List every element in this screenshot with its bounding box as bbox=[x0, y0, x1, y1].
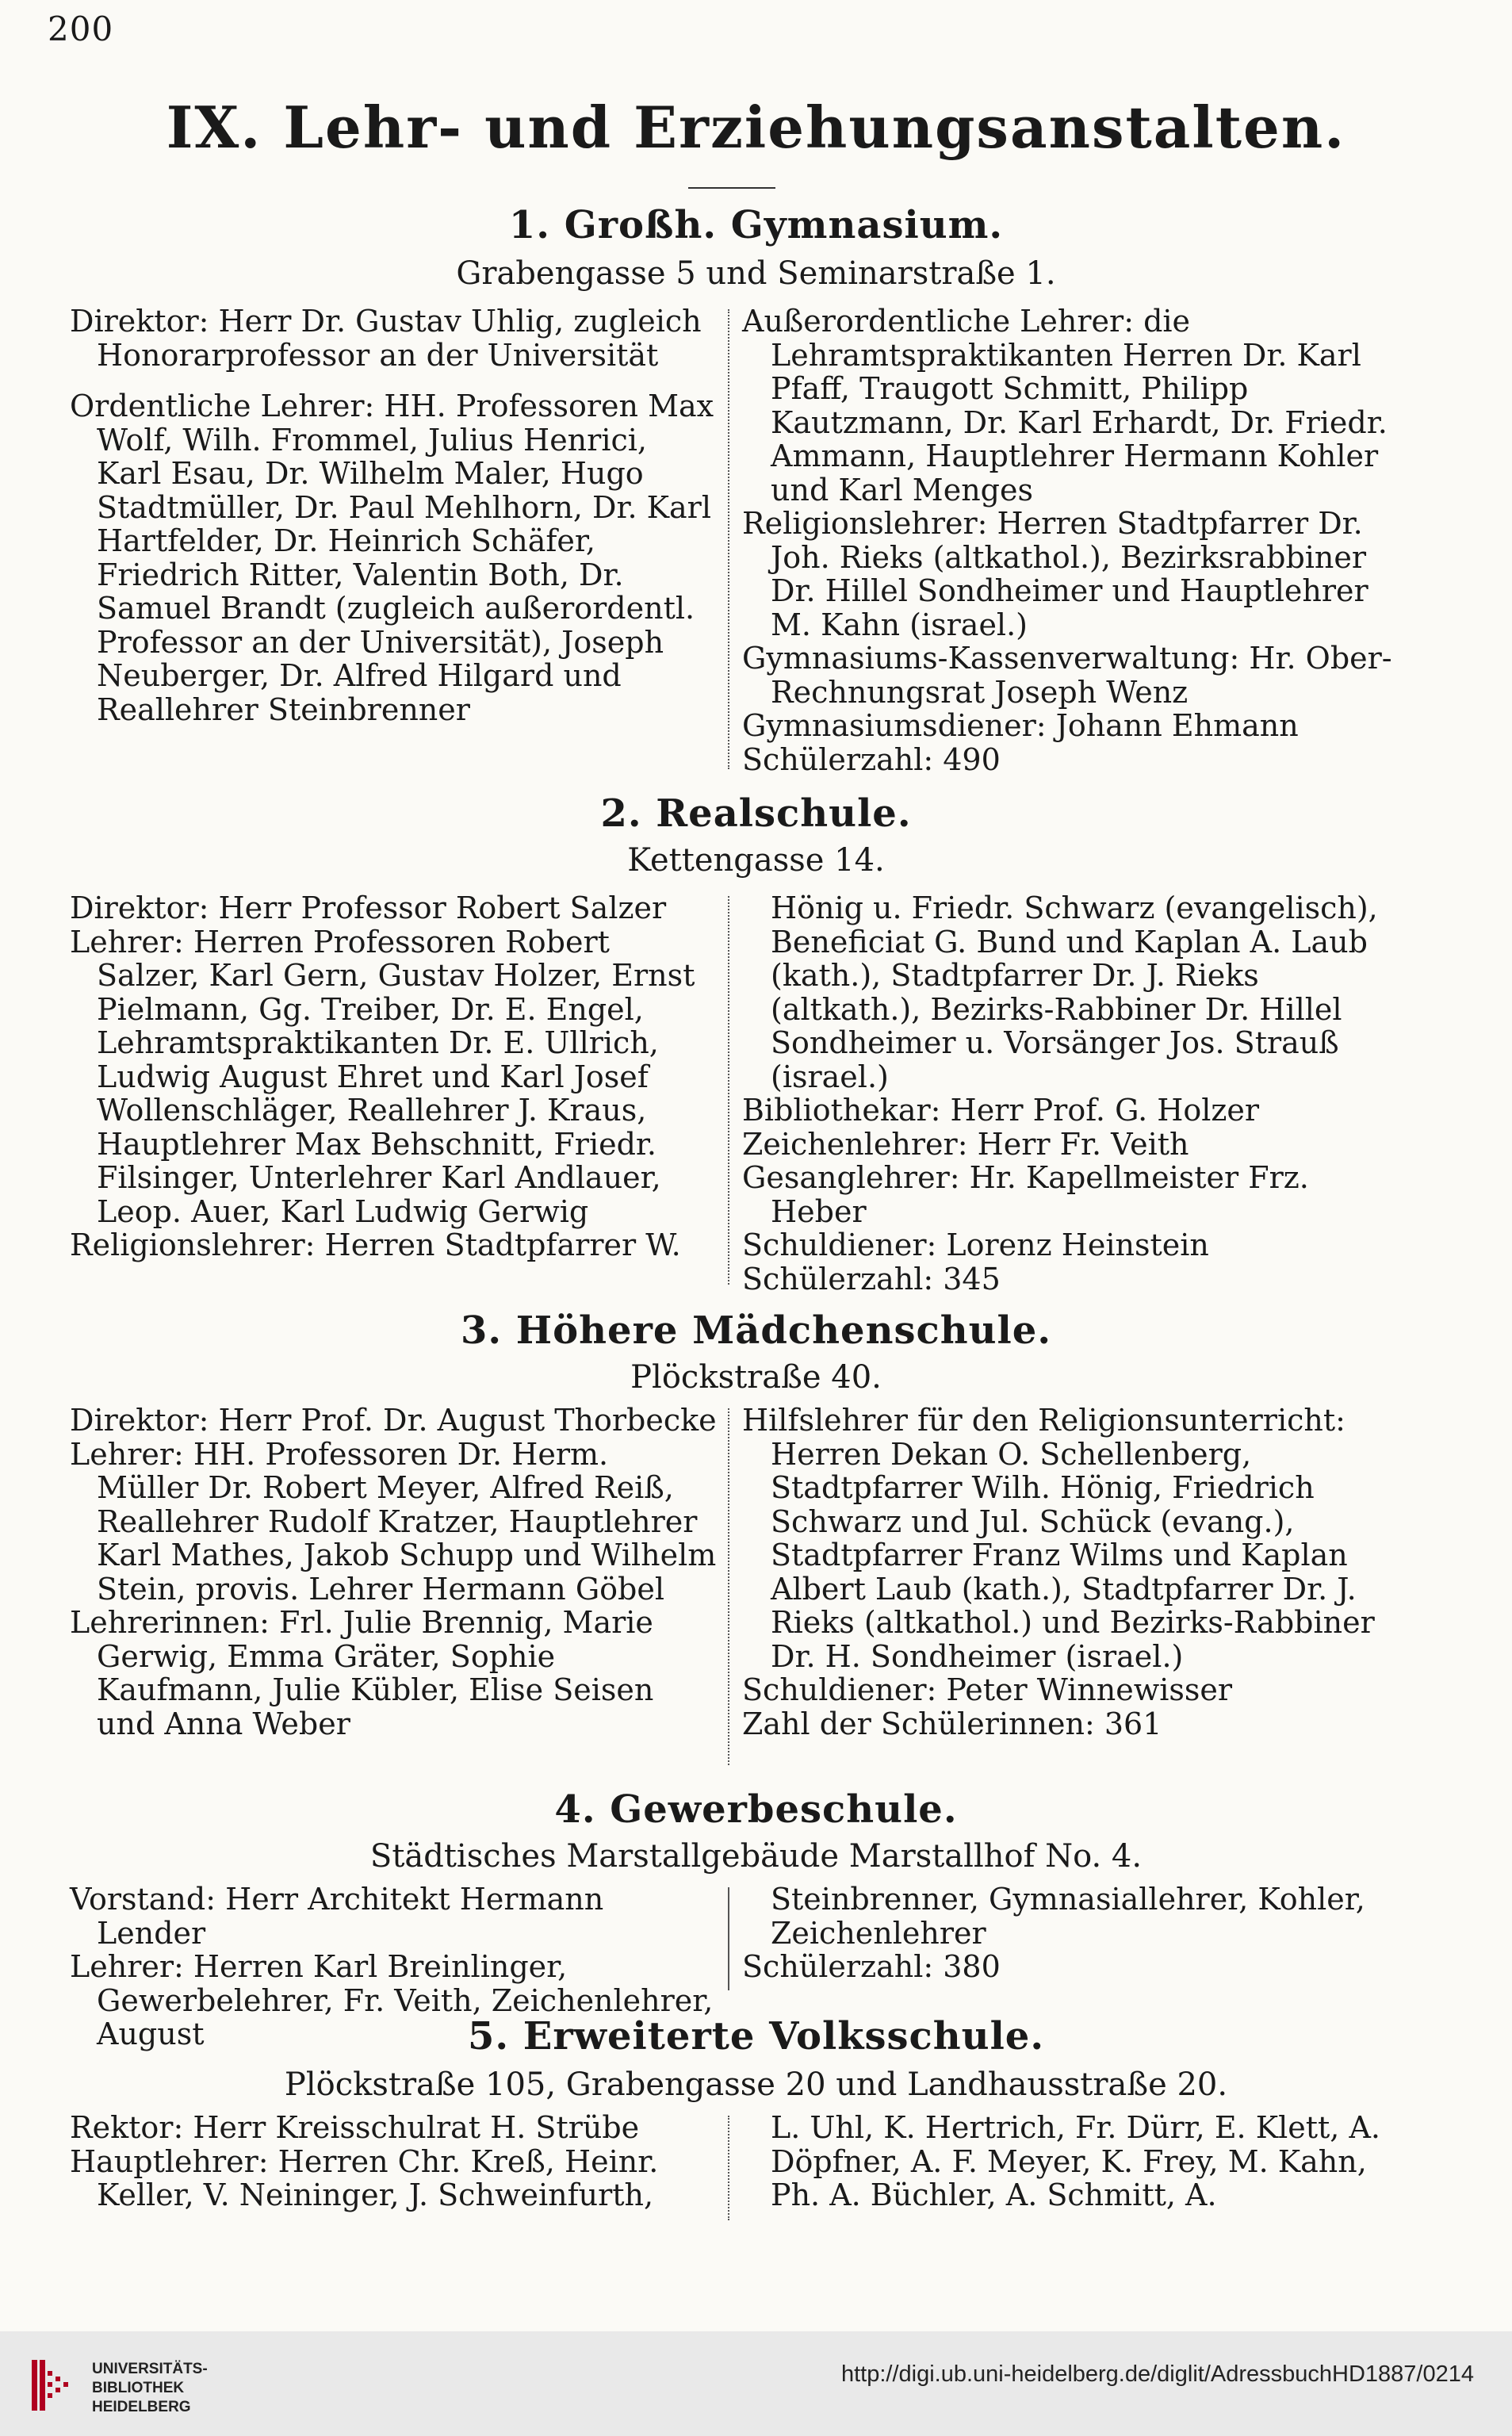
entry-teachers: Lehrer: Herren Professoren Robert Salzer, Karl Gern, Gustav Holzer, Ernst Pielmann, Gg. Treiber, Dr. E. Engel, Lehramtspraktikanten Dr. E. Ullrich, Ludwig August Ehret und Karl Josef Wollenschläger, Reallehrer J. Kraus, Hauptlehrer Max Behschnitt, Friedr. Filsinger, Unterlehrer Karl Andlauer, Leop. Auer, Karl Ludwig Gerwig bbox=[70, 924, 695, 1229]
section-address-maedchenschule: Plöckstraße 40. bbox=[630, 1359, 882, 1396]
entry-cashier: Gymnasiums-Kassenverwaltung: Hr. Ober-Rechnungsrat Joseph Wenz bbox=[742, 641, 1392, 710]
entry-student-count: Zahl der Schülerinnen: 361 bbox=[742, 1706, 1162, 1741]
entry-student-count: Schülerzahl: 490 bbox=[742, 741, 1001, 777]
entry-singing-teacher: Gesanglehrer: Hr. Kapellmeister Frz. Heber bbox=[742, 1160, 1309, 1229]
entry-teachers: Ordentliche Lehrer: HH. Professoren Max Wolf, Wilh. Frommel, Julius Henrici, Karl Esau, Dr. Wilhelm Maler, Hugo Stadtmüller, Dr. Paul Mehlhorn, Dr. Karl Hartfelder, Dr. Heinrich Schäfer, Friedrich Ritter, Valentin Both, Dr. Samuel Brandt (zugleich außerordentl. Professor an der Universität), Joseph Neuberger, Dr. Alfred Hilgard und Reallehrer Steinbrenner bbox=[70, 389, 714, 727]
entry-teachers-continued: Steinbrenner, Gymnasiallehrer, Kohler, Zeichenlehrer bbox=[771, 1882, 1365, 1951]
entry-religion-teachers: Hilfslehrer für den Religionsunterricht: Herren Dekan O. Schellenberg, Stadtpfarrer Wilh. Hönig, Friedrich Schwarz und Jul. Schück (evang.), Stadtpfarrer Franz Wilms und Kaplan Albert Laub (kath.), Stadtpfarrer Dr. J. Rieks (altkathol.) und Bezirks-Rabbiner Dr. H. Sondheimer (israel.) bbox=[742, 1403, 1375, 1674]
section-address-realschule: Kettengasse 14. bbox=[627, 842, 885, 879]
section-title-gewerbeschule: 4. Gewerbeschule. bbox=[554, 1787, 958, 1832]
section-5-right-column bbox=[742, 2111, 1408, 2212]
entry-director: Direktor: Herr Professor Robert Salzer bbox=[70, 891, 667, 925]
entry-head-teachers: Hauptlehrer: Herren Chr. Kreß, Heinr. Keller, V. Neininger, J. Schweinfurth, bbox=[70, 2143, 659, 2212]
column-separator bbox=[728, 1408, 729, 1765]
section-2-right-column bbox=[742, 891, 1408, 1296]
section-3-left-column bbox=[70, 1404, 717, 1741]
column-separator bbox=[728, 309, 729, 769]
entry-female-teachers: Lehrerinnen: Frl. Julie Brennig, Marie Gerwig, Emma Gräter, Sophie Kaufmann, Julie Kübler, Elise Seisen und Anna Weber bbox=[70, 1605, 654, 1741]
section-1-right-column bbox=[742, 304, 1408, 776]
entry-servant: Gymnasiumsdiener: Johann Ehmann bbox=[742, 708, 1299, 743]
section-4-right-column bbox=[742, 1883, 1408, 1984]
entry-extra-teachers: Außerordentliche Lehrer: die Lehramtspraktikanten Herren Dr. Karl Pfaff, Traugott Schmitt, Philipp Kautzmann, Dr. Karl Erhardt, Dr. Friedr. Ammann, Hauptlehrer Hermann Kohler und Karl Menges bbox=[742, 304, 1388, 508]
entry-director: Direktor: Herr Prof. Dr. August Thorbecke bbox=[70, 1403, 717, 1438]
entry-librarian: Bibliothekar: Herr Prof. G. Holzer bbox=[742, 1093, 1260, 1128]
section-address-volksschule: Plöckstraße 105, Grabengasse 20 und Landhausstraße 20. bbox=[284, 2066, 1228, 2103]
entry-drawing-teacher: Zeichenlehrer: Herr Fr. Veith bbox=[742, 1126, 1189, 1162]
section-title-realschule: 2. Realschule. bbox=[600, 791, 912, 836]
section-3-right-column bbox=[742, 1404, 1408, 1741]
entry-religion-continued: Hönig u. Friedr. Schwarz (evangelisch), Beneficiat G. Bund und Kaplan A. Laub (kath.), Stadtpfarrer Dr. J. Rieks (altkath.), Bezirks-Rabbiner Dr. Hillel Sondheimer u. Vorsänger Jos. Strauß (israel.) bbox=[771, 891, 1378, 1094]
entry-student-count: Schülerzahl: 345 bbox=[742, 1261, 1001, 1297]
page-number: 200 bbox=[48, 10, 114, 48]
section-title-gymnasium: 1. Großh. Gymnasium. bbox=[508, 203, 1004, 247]
entry-teachers: Lehrer: HH. Professoren Dr. Herm. Müller Dr. Robert Meyer, Alfred Reiß, Reallehrer Rudolf Kratzer, Hauptlehrer Karl Mathes, Jakob Schupp und Wilhelm Stein, provis. Lehrer Hermann Göbel bbox=[70, 1436, 717, 1607]
source-url-link[interactable]: http://digi.ub.uni-heidelberg.de/diglit/AdressbuchHD1887/0214 bbox=[840, 2361, 1474, 2387]
title-divider bbox=[688, 187, 775, 189]
column-separator bbox=[728, 896, 729, 1285]
entry-religion-teachers: Religionslehrer: Herren Stadtpfarrer Dr. Joh. Rieks (altkathol.), Bezirksrabbiner Dr. Hillel Sondheimer und Hauptlehrer M. Kahn (israel.) bbox=[742, 506, 1368, 642]
entry-student-count: Schülerzahl: 380 bbox=[742, 1949, 1001, 1984]
section-address-gewerbeschule: Städtisches Marstallgebäude Marstallhof No. 4. bbox=[369, 1838, 1143, 1875]
entry-head-teachers-continued: L. Uhl, K. Hertrich, Fr. Dürr, E. Klett, A. Döpfner, A. F. Meyer, K. Frey, M. Kahn, Ph. A. Büchler, A. Schmitt, A. bbox=[771, 2110, 1380, 2212]
entry-servant: Schuldiener: Peter Winnewisser bbox=[742, 1672, 1233, 1707]
column-separator bbox=[728, 2116, 729, 2220]
entry-religion-teachers: Religionslehrer: Herren Stadtpfarrer W. bbox=[70, 1228, 681, 1262]
entry-teachers: Lehrer: Herren Karl Breinlinger, Gewerbelehrer, Fr. Veith, Zeichenlehrer, August bbox=[70, 1949, 714, 2051]
chapter-title: IX. Lehr- und Erziehungsanstalten. bbox=[166, 94, 1346, 161]
library-name-line: BIBLIOTHEK bbox=[92, 2380, 185, 2396]
section-title-volksschule: 5. Erweiterte Volksschule. bbox=[467, 2014, 1045, 2059]
library-name-line: HEIDELBERG bbox=[92, 2399, 191, 2415]
library-logo-icon bbox=[32, 2355, 71, 2415]
entry-servant: Schuldiener: Lorenz Heinstein bbox=[742, 1228, 1209, 1262]
section-2-left-column bbox=[70, 891, 717, 1262]
column-separator bbox=[728, 1887, 729, 1990]
section-5-left-column bbox=[70, 2111, 717, 2212]
section-title-maedchenschule: 3. Höhere Mädchenschule. bbox=[460, 1308, 1052, 1353]
entry-director: Direktor: Herr Dr. Gustav Uhlig, zugleich Honorarprofessor an der Universität bbox=[70, 304, 702, 373]
section-address-gymnasium: Grabengasse 5 und Seminarstraße 1. bbox=[456, 255, 1056, 292]
library-name bbox=[92, 2360, 208, 2417]
entry-rector: Rektor: Herr Kreisschulrat H. Strübe bbox=[70, 2110, 640, 2145]
section-1-left-column bbox=[70, 304, 717, 726]
library-name-line: UNIVERSITÄTS- bbox=[92, 2361, 208, 2377]
entry-head: Vorstand: Herr Architekt Hermann Lender bbox=[70, 1882, 604, 1951]
